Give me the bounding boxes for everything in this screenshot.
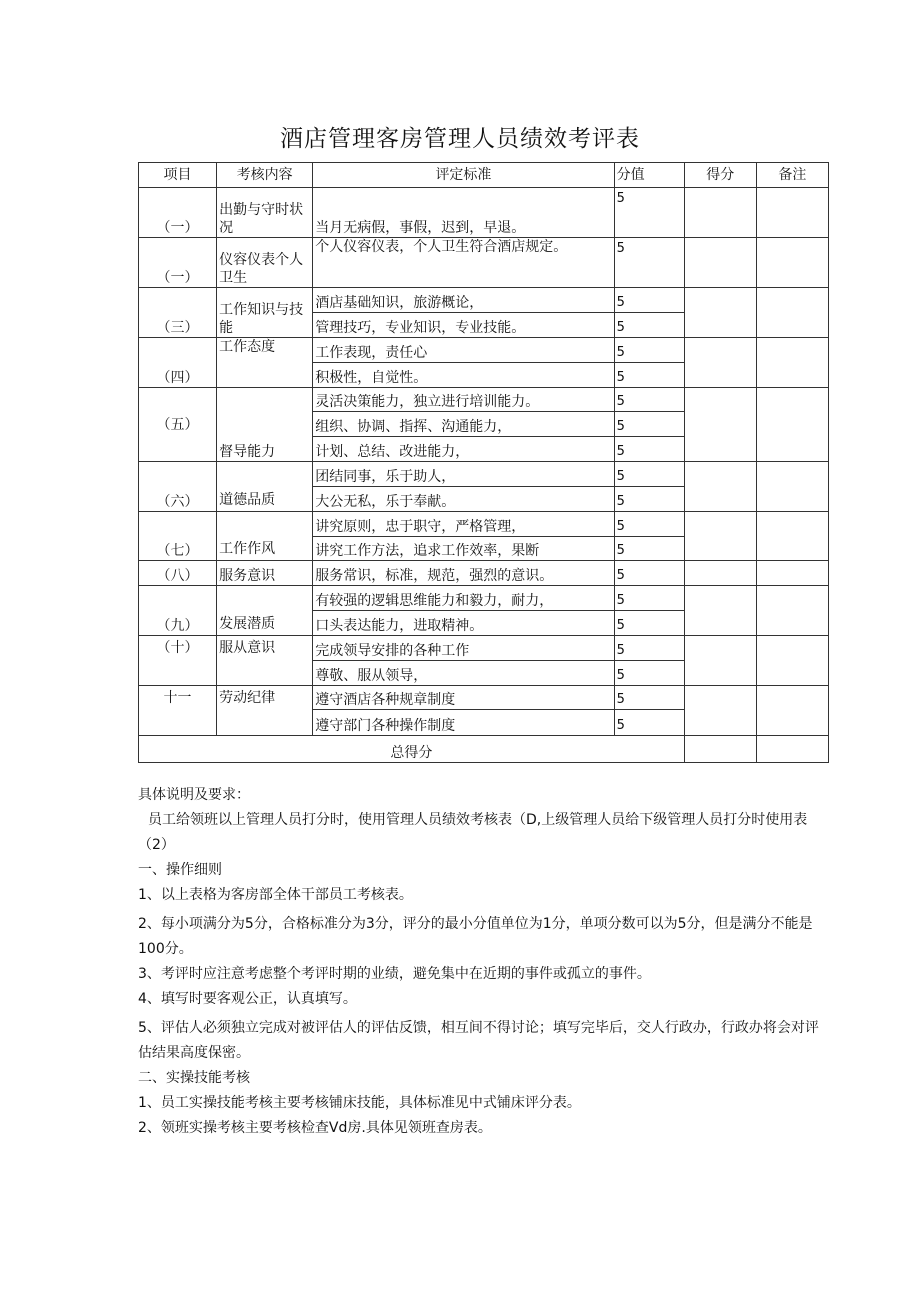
remarks-cell[interactable] <box>756 462 828 512</box>
section2-title: 二、实操技能考核 <box>138 1070 250 1086</box>
obtained-cell[interactable] <box>684 512 756 561</box>
remarks-cell[interactable] <box>756 238 828 288</box>
section1-item: 3、考评时应注意考虑整个考评时期的业绩，避免集中在近期的事件或孤立的事件。 <box>138 966 651 982</box>
content-cell: 服务意识 <box>217 561 313 586</box>
section1-item: 4、填写时要客观公正，认真填写。 <box>138 991 357 1007</box>
header-project: 项目 <box>139 163 217 188</box>
standard-cell: 计划、总结、改进能力， <box>313 437 614 462</box>
score-cell: 5 <box>614 710 684 736</box>
content-cell: 工作作风 <box>217 512 313 561</box>
remarks-cell[interactable] <box>756 338 828 388</box>
header-content: 考核内容 <box>217 163 313 188</box>
page-title: 酒店管理客房管理人员绩效考评表 <box>280 126 640 152</box>
content-cell: 发展潜质 <box>217 586 313 636</box>
standard-cell: 团结同事，乐于助人， <box>313 462 614 487</box>
score-cell: 5 <box>614 313 684 338</box>
obtained-cell[interactable] <box>684 462 756 512</box>
remarks-cell[interactable] <box>756 388 828 462</box>
instructions <box>138 783 830 1141</box>
content-cell: 道德品质 <box>217 462 313 512</box>
content-cell: 仪容仪表个人卫生 <box>217 238 313 288</box>
total-row <box>139 736 829 763</box>
obtained-cell[interactable] <box>684 288 756 338</box>
remarks-cell[interactable] <box>756 561 828 586</box>
content-cell: 工作态度 <box>217 338 313 388</box>
score-cell: 5 <box>614 238 684 288</box>
standard-cell: 管理技巧，专业知识，专业技能。 <box>313 313 614 338</box>
score-cell: 5 <box>614 537 684 561</box>
standard-cell: 遵守部门各种操作制度 <box>313 710 614 736</box>
obtained-cell[interactable] <box>684 586 756 636</box>
remarks-cell[interactable] <box>756 586 828 636</box>
obtained-cell[interactable] <box>684 686 756 736</box>
content-cell: 出勤与守时状况 <box>217 188 313 238</box>
score-cell: 5 <box>614 288 684 313</box>
total-score-cell[interactable] <box>684 736 756 763</box>
table-row <box>139 686 829 710</box>
table-row <box>139 388 829 412</box>
table-header-row <box>139 163 829 188</box>
score-cell: 5 <box>614 462 684 487</box>
remarks-cell[interactable] <box>756 188 828 238</box>
project-cell: 十一 <box>139 686 217 736</box>
project-cell: （六） <box>139 462 217 512</box>
content-cell: 督导能力 <box>217 388 313 462</box>
score-cell: 5 <box>614 561 684 586</box>
section1-title: 一、操作细则 <box>138 862 222 878</box>
obtained-cell[interactable] <box>684 188 756 238</box>
score-cell: 5 <box>614 437 684 462</box>
table-row <box>139 512 829 537</box>
section1-item: 2、每小项满分为5分，合格标准分为3分，评分的最小分值单位为1分，单项分数可以为5分，但是满分不能是100分。 <box>138 916 813 957</box>
standard-cell: 尊敬、服从领导， <box>313 661 614 686</box>
standard-cell: 灵活决策能力，独立进行培训能力。 <box>313 388 614 412</box>
score-cell: 5 <box>614 686 684 710</box>
project-cell: （五） <box>139 388 217 462</box>
score-cell: 5 <box>614 512 684 537</box>
score-cell: 5 <box>614 586 684 611</box>
project-cell: （四） <box>139 338 217 388</box>
standard-cell: 遵守酒店各种规章制度 <box>313 686 614 710</box>
table-row <box>139 462 829 487</box>
section1-item: 1、以上表格为客房部全体干部员工考核表。 <box>138 887 413 903</box>
content-cell: 服从意识 <box>217 636 313 686</box>
score-cell: 5 <box>614 412 684 437</box>
standard-cell: 当月无病假，事假，迟到，早退。 <box>313 188 614 238</box>
project-cell: （十） <box>139 636 217 686</box>
instructions-heading: 具体说明及要求： <box>138 787 250 803</box>
score-cell: 5 <box>614 188 684 238</box>
project-cell: （一） <box>139 188 217 238</box>
remarks-cell[interactable] <box>756 636 828 686</box>
section2-item: 2、领班实操考核主要考核检查Vd房.具体见领班查房表。 <box>138 1120 492 1136</box>
instructions-intro: 员工给领班以上管理人员打分时，使用管理人员绩效考核表（D,上级管理人员给下级管理人员打分时使用表（2） <box>138 812 808 853</box>
standard-cell: 讲究原则，忠于职守，严格管理， <box>313 512 614 537</box>
score-cell: 5 <box>614 636 684 661</box>
table-row <box>139 288 829 313</box>
score-cell: 5 <box>614 338 684 363</box>
table-row <box>139 238 829 288</box>
table-row <box>139 636 829 661</box>
table-row <box>139 561 829 586</box>
header-score: 分值 <box>614 163 684 188</box>
evaluation-table <box>138 162 829 763</box>
project-cell: （七） <box>139 512 217 561</box>
header-standard: 评定标准 <box>313 163 614 188</box>
score-cell: 5 <box>614 363 684 388</box>
header-remarks: 备注 <box>756 163 828 188</box>
standard-cell: 工作表现，责任心 <box>313 338 614 363</box>
standard-cell: 大公无私，乐于奉献。 <box>313 487 614 512</box>
score-cell: 5 <box>614 611 684 636</box>
project-cell: （八） <box>139 561 217 586</box>
standard-cell: 积极性，自觉性。 <box>313 363 614 388</box>
total-label: 总得分 <box>139 736 685 763</box>
standard-cell: 有较强的逻辑思维能力和毅力，耐力， <box>313 586 614 611</box>
standard-cell: 个人仪容仪表，个人卫生符合酒店规定。 <box>313 238 614 288</box>
remarks-cell[interactable] <box>756 686 828 736</box>
score-cell: 5 <box>614 661 684 686</box>
obtained-cell[interactable] <box>684 561 756 586</box>
table-row <box>139 188 829 238</box>
obtained-cell[interactable] <box>684 636 756 686</box>
project-cell: （一） <box>139 238 217 288</box>
score-cell: 5 <box>614 388 684 412</box>
standard-cell: 口头表达能力，进取精神。 <box>313 611 614 636</box>
table-row <box>139 338 829 363</box>
section2-item: 1、员工实操技能考核主要考核铺床技能，具体标准见中式铺床评分表。 <box>138 1095 581 1111</box>
project-cell: （九） <box>139 586 217 636</box>
obtained-cell[interactable] <box>684 338 756 388</box>
header-obtained: 得分 <box>684 163 756 188</box>
standard-cell: 讲究工作方法，追求工作效率，果断 <box>313 537 614 561</box>
standard-cell: 组织、协调、指挥、沟通能力， <box>313 412 614 437</box>
obtained-cell[interactable] <box>684 388 756 462</box>
content-cell: 工作知识与技能 <box>217 288 313 338</box>
project-cell: （三） <box>139 288 217 338</box>
remarks-cell[interactable] <box>756 288 828 338</box>
total-remarks-cell[interactable] <box>756 736 828 763</box>
obtained-cell[interactable] <box>684 238 756 288</box>
content-cell: 劳动纪律 <box>217 686 313 736</box>
score-cell: 5 <box>614 487 684 512</box>
remarks-cell[interactable] <box>756 512 828 561</box>
standard-cell: 完成领导安排的各种工作 <box>313 636 614 661</box>
standard-cell: 服务常识，标准，规范，强烈的意识。 <box>313 561 614 586</box>
section1-item: 5、评估人必须独立完成对被评估人的评估反馈，相互间不得讨论；填写完毕后，交人行政办，行政办将会对评估结果高度保密。 <box>138 1020 819 1061</box>
standard-cell: 酒店基础知识，旅游概论， <box>313 288 614 313</box>
table-row <box>139 586 829 611</box>
